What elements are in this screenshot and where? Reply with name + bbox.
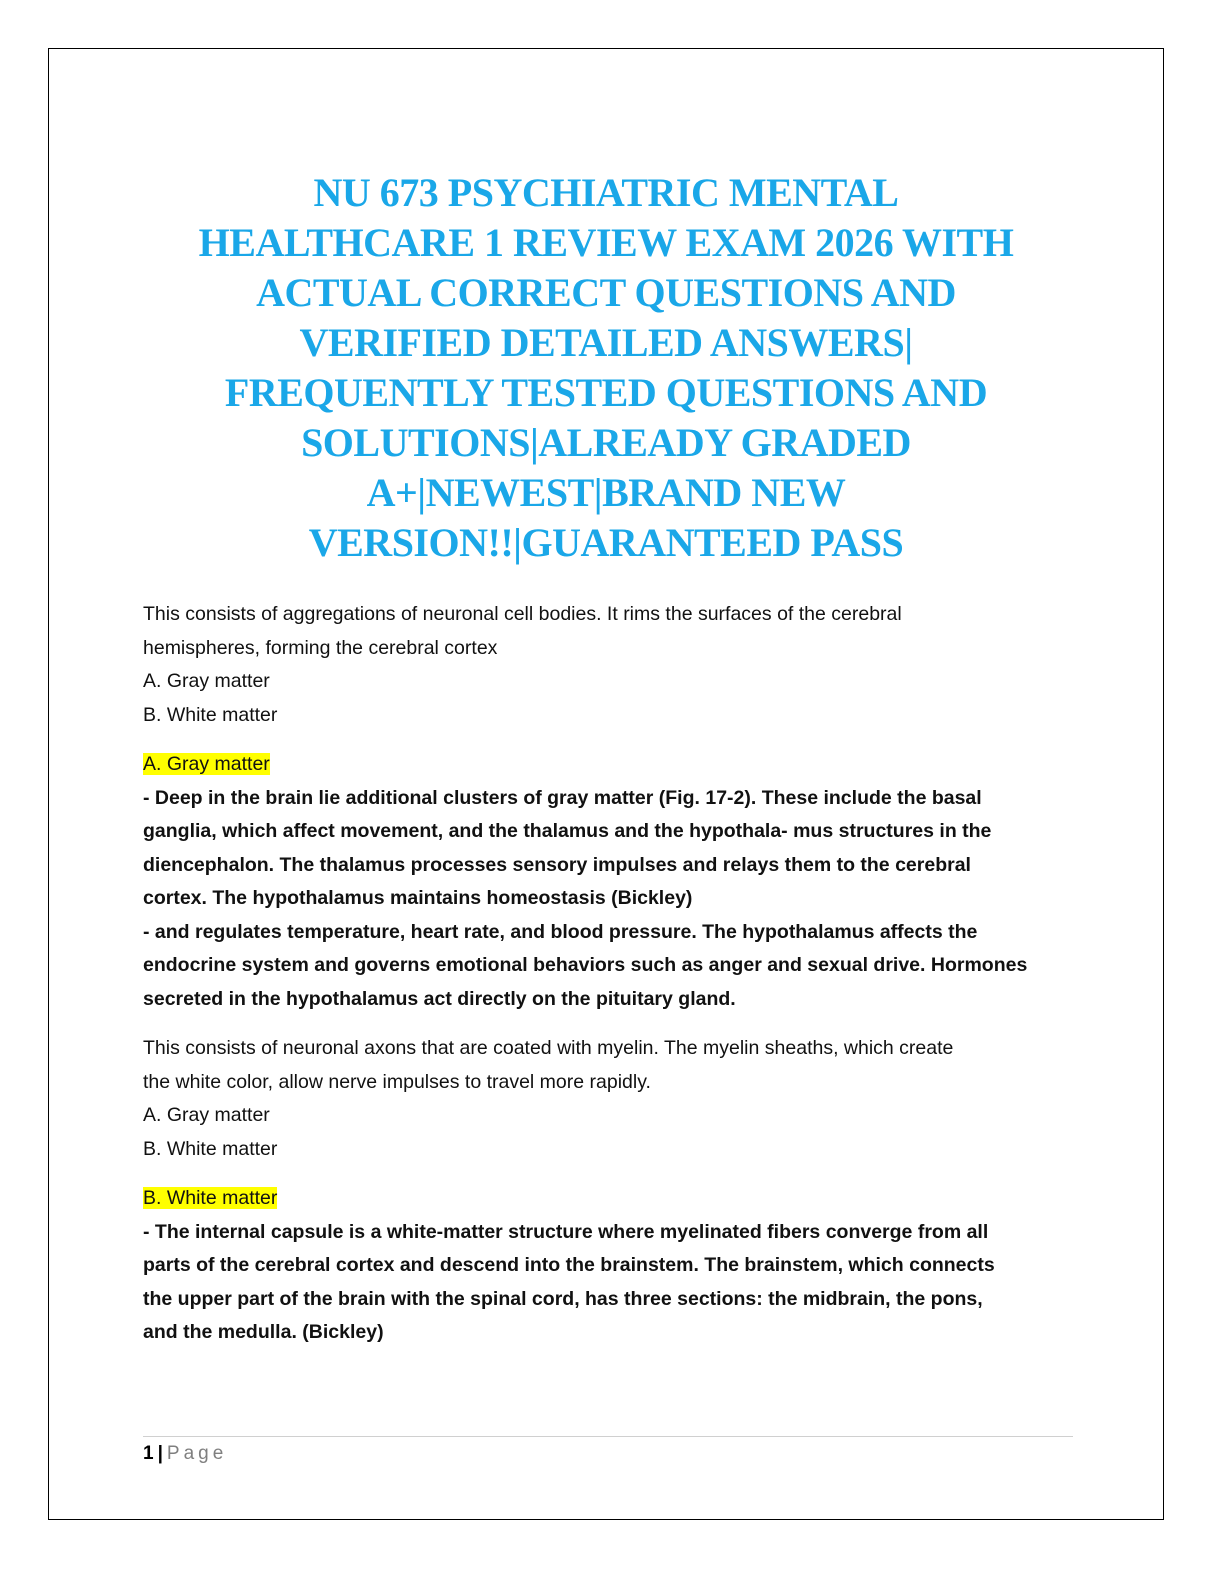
footer-separator: | xyxy=(157,1443,163,1464)
option-b: B. White matter xyxy=(143,1137,278,1160)
question-text-line: This consists of aggregations of neuronal cell bodies. It rims the surfaces of the cerebral xyxy=(143,603,902,625)
explanation-2 xyxy=(143,1216,1078,1350)
answer-highlight: A. Gray matter xyxy=(143,753,270,775)
explanation-line: secreted in the hypothalamus act directly on the pituitary gland. xyxy=(143,987,736,1010)
answer-1 xyxy=(143,748,1078,1016)
page-number: 1 xyxy=(143,1443,154,1464)
explanation-line: endocrine system and governs emotional behaviors such as anger and sexual drive. Hormones xyxy=(143,954,1028,976)
page-footer xyxy=(143,1440,227,1468)
option-a: A. Gray matter xyxy=(143,670,270,692)
explanation-line: and the medulla. (Bickley) xyxy=(143,1321,384,1343)
answer-2 xyxy=(143,1182,1078,1350)
answer-highlight: B. White matter xyxy=(143,1187,278,1209)
title-line: ACTUAL CORRECT QUESTIONS AND xyxy=(256,270,956,315)
explanation-line: parts of the cerebral cortex and descend into the brainstem. The brainstem, which connects xyxy=(143,1254,995,1276)
explanation-line: diencephalon. The thalamus processes sensory impulses and relays them to the cerebral xyxy=(143,853,971,876)
explanation-line: - and regulates temperature, heart rate, and blood pressure. The hypothalamus affects the xyxy=(143,920,978,943)
title-line: A+|NEWEST|BRAND NEW xyxy=(366,470,846,515)
title-line: FREQUENTLY TESTED QUESTIONS AND xyxy=(224,370,988,415)
document-body xyxy=(143,598,1078,1366)
option-a: A. Gray matter xyxy=(143,1104,270,1126)
question-2 xyxy=(143,1032,1078,1166)
document-title xyxy=(150,168,1062,568)
explanation-line: - The internal capsule is a white-matter structure where myelinated fibers converge from all xyxy=(143,1220,989,1243)
explanation-1 xyxy=(143,782,1078,1017)
explanation-line: cortex. The hypothalamus maintains homeostasis (Bickley) xyxy=(143,887,693,909)
question-text-line: This consists of neuronal axons that are coated with myelin. The myelin sheaths, which create xyxy=(143,1037,954,1059)
option-b: B. White matter xyxy=(143,703,278,726)
explanation-line: ganglia, which affect movement, and the thalamus and the hypothala- mus structures in the xyxy=(143,820,992,842)
explanation-line: - Deep in the brain lie additional clusters of gray matter (Fig. 17-2). These include the basal xyxy=(143,786,982,809)
question-1 xyxy=(143,598,1078,732)
title-line: SOLUTIONS|ALREADY GRADED xyxy=(301,420,911,465)
question-text-line: the white color, allow nerve impulses to travel more rapidly. xyxy=(143,1070,651,1093)
footer-divider xyxy=(143,1436,1073,1437)
question-text-line: hemispheres, forming the cerebral cortex xyxy=(143,636,498,659)
title-line: HEALTHCARE 1 REVIEW EXAM 2026 WITH xyxy=(198,220,1014,265)
explanation-line: the upper part of the brain with the spinal cord, has three sections: the midbrain, the pons, xyxy=(143,1287,983,1310)
title-line: VERSION!!|GUARANTEED PASS xyxy=(308,520,904,565)
title-line: VERIFIED DETAILED ANSWERS| xyxy=(299,320,913,365)
title-line: NU 673 PSYCHIATRIC MENTAL xyxy=(313,170,899,215)
page-label: Page xyxy=(166,1443,228,1464)
